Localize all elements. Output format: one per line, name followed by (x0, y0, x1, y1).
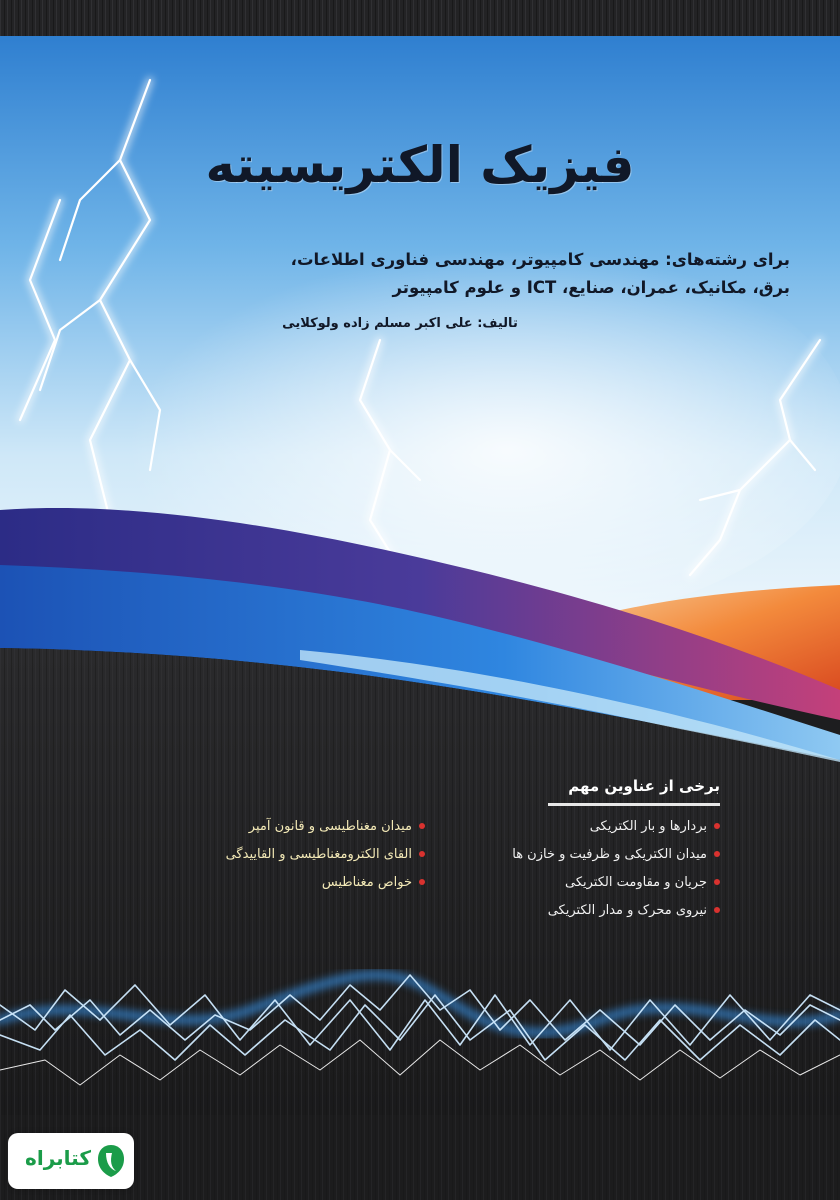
subtitle-line-1: برای رشته‌های: مهندسی کامپیوتر، مهندسی فناوری اطلاعات، (290, 250, 790, 269)
topic-item (440, 844, 720, 872)
ketabrah-brand-text: کتابراه (25, 1146, 91, 1170)
topic-item (140, 844, 425, 872)
topics-heading: برخی از عناوین مهم (568, 777, 720, 795)
book-title: فیزیک الکتریسیته (205, 136, 635, 194)
topics-heading-underline (548, 803, 720, 806)
bullet-icon (419, 851, 425, 857)
ketabrah-watermark[interactable] (8, 1133, 134, 1189)
bullet-icon (419, 823, 425, 829)
topic-item (140, 816, 425, 844)
topic-item (440, 900, 720, 928)
topic-label: بردارها و بار الکتریکی (589, 819, 707, 834)
bullet-icon (714, 907, 720, 913)
subtitle-line-2: برق، مکانیک، عمران، صنایع، ICT و علوم کامپیوتر (392, 278, 790, 297)
bullet-icon (714, 879, 720, 885)
ketabrah-logo-icon (96, 1143, 126, 1179)
topic-label: القای الکترومغناطیسی و القاییدگی (225, 847, 412, 862)
topic-item (440, 872, 720, 900)
topic-item (440, 816, 720, 844)
topic-label: خواص مغناطیس (321, 875, 412, 890)
topic-label: میدان مغناطیسی و قانون آمپر (248, 819, 412, 834)
bullet-icon (714, 823, 720, 829)
bullet-icon (419, 879, 425, 885)
book-author: تالیف: علی اکبر مسلم زاده ولوکلایی (282, 316, 518, 331)
book-subtitle (190, 246, 790, 302)
topic-item (140, 872, 425, 900)
bullet-icon (714, 851, 720, 857)
topic-label: جریان و مقاومت الکتریکی (565, 875, 707, 890)
topic-label: میدان الکتریکی و ظرفیت و خازن ها (512, 847, 707, 862)
topic-list-left (140, 816, 425, 900)
topic-label: نیروی محرک و مدار الکتریکی (547, 903, 707, 918)
topic-list-right (440, 816, 720, 928)
